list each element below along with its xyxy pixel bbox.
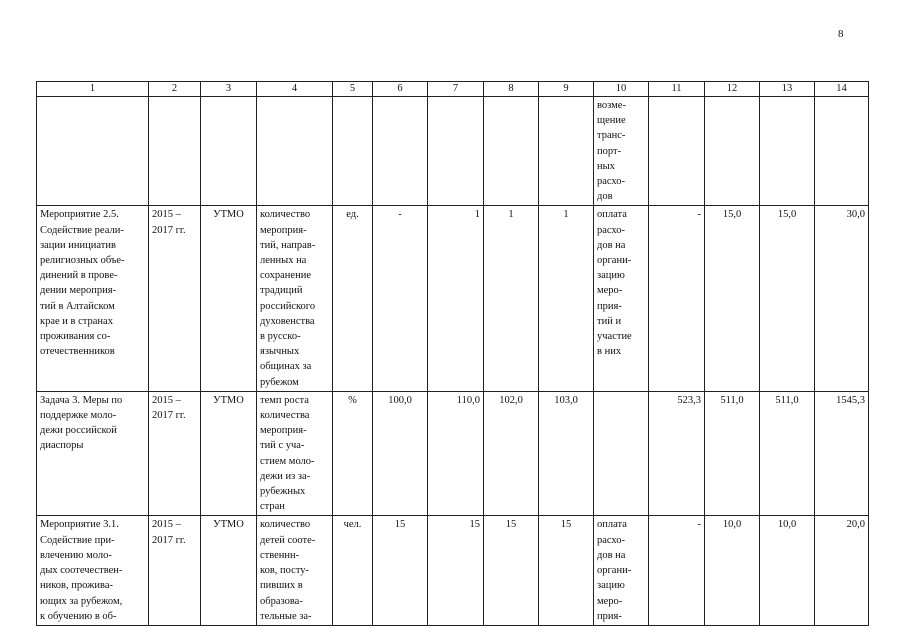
- table-cell-col12: 511,0: [705, 391, 760, 516]
- table-cell-col7: [428, 97, 484, 206]
- cell-text-line: количества: [260, 410, 310, 422]
- cell-text-line: Мероприятие 3.1.: [40, 519, 119, 531]
- cell-text-line: ленных на: [260, 255, 307, 267]
- table-cell-col4: [257, 516, 333, 625]
- cell-text-line: 2017 гг.: [152, 410, 186, 422]
- table-cell-col1: [37, 97, 149, 206]
- cell-text-line: тий в Алтайском: [40, 300, 115, 312]
- table-cell-col5: %: [333, 391, 373, 516]
- cell-text-line: рубежных: [260, 486, 306, 498]
- cell-text-line: сохранение: [260, 270, 311, 282]
- cell-text-line: ющих за рубежом,: [40, 595, 123, 607]
- table-cell-col4: [257, 391, 333, 516]
- table-cell-col3: УТМО: [201, 391, 257, 516]
- table-cell-col5: ед.: [333, 206, 373, 391]
- cell-text-line: тий, направ-: [260, 239, 316, 251]
- table-cell-col8: 102,0: [484, 391, 539, 516]
- header-cell: 8: [484, 82, 539, 97]
- table-cell-col8: 1: [484, 206, 539, 391]
- table-cell-col10: [594, 516, 649, 625]
- table-cell-col8: [484, 97, 539, 206]
- cell-text-line: дежи российской: [40, 425, 117, 437]
- cell-text-line: динений в прове-: [40, 270, 118, 282]
- header-cell: 11: [649, 82, 705, 97]
- cell-text-line: ственнн-: [260, 549, 300, 561]
- table-cell-col10: [594, 97, 649, 206]
- header-cell: 10: [594, 82, 649, 97]
- table-cell-col5: [333, 97, 373, 206]
- cell-text-line: традиций: [260, 285, 303, 297]
- cell-text-line: дов на: [597, 239, 626, 251]
- header-cell: 2: [149, 82, 201, 97]
- table-cell-col5: чел.: [333, 516, 373, 625]
- header-cell: 9: [539, 82, 594, 97]
- header-cell: 4: [257, 82, 333, 97]
- cell-text-line: щение: [597, 115, 626, 127]
- cell-text-line: тий с уча-: [260, 440, 305, 452]
- cell-text-line: пивших в: [260, 580, 303, 592]
- cell-text-line: 2015 –: [152, 519, 181, 531]
- cell-text-line: зацию: [597, 580, 625, 592]
- table-cell-col13: [760, 97, 815, 206]
- cell-text-line: прия-: [597, 610, 622, 622]
- table-cell-col7: 1: [428, 206, 484, 391]
- cell-text-line: крае и в странах: [40, 315, 113, 327]
- cell-text-line: 2015 –: [152, 209, 181, 221]
- table-cell-col12: 15,0: [705, 206, 760, 391]
- header-cell: 3: [201, 82, 257, 97]
- cell-text-line: расхо-: [597, 224, 626, 236]
- table-cell-col4: [257, 206, 333, 391]
- cell-text-line: оплата: [597, 209, 627, 221]
- table-cell-col7: 15: [428, 516, 484, 625]
- table-cell-col13: 15,0: [760, 206, 815, 391]
- header-cell: 6: [373, 82, 428, 97]
- cell-text-line: Задача 3. Меры по: [40, 394, 123, 406]
- cell-text-line: 2015 –: [152, 394, 181, 406]
- cell-text-line: Содействие при-: [40, 534, 115, 546]
- cell-text-line: органи-: [597, 565, 632, 577]
- table-cell-col13: 511,0: [760, 391, 815, 516]
- cell-text-line: духовенства: [260, 315, 315, 327]
- table-cell-col6: -: [373, 206, 428, 391]
- cell-text-line: Мероприятие 2.5.: [40, 209, 119, 221]
- cell-text-line: зации инициатив: [40, 239, 116, 251]
- cell-text-line: возме-: [597, 100, 626, 111]
- table-cell-col9: 103,0: [539, 391, 594, 516]
- cell-text-line: темп роста: [260, 394, 309, 406]
- cell-text-line: транс-: [597, 130, 626, 142]
- cell-text-line: 2017 гг.: [152, 534, 186, 546]
- cell-text-line: порт-: [597, 145, 622, 157]
- cell-text-line: расхо-: [597, 534, 626, 546]
- table-cell-col1: [37, 516, 149, 625]
- cell-text-line: тельные за-: [260, 610, 312, 622]
- cell-text-line: Содействие реали-: [40, 224, 124, 236]
- table-cell-col13: 10,0: [760, 516, 815, 625]
- table-cell-col10: [594, 206, 649, 391]
- cell-text-line: ных: [597, 160, 615, 172]
- table-cell-col2: [149, 391, 201, 516]
- cell-text-line: стран: [260, 501, 285, 513]
- table-cell-col3: УТМО: [201, 206, 257, 391]
- cell-text-line: расхо-: [597, 176, 626, 188]
- cell-text-line: религиозных объе-: [40, 255, 125, 267]
- table-cell-col6: 100,0: [373, 391, 428, 516]
- header-cell: 14: [815, 82, 869, 97]
- table-cell-col12: 10,0: [705, 516, 760, 625]
- cell-text-line: дых соотечествен-: [40, 565, 123, 577]
- header-cell: 13: [760, 82, 815, 97]
- header-cell: 7: [428, 82, 484, 97]
- cell-text-line: образова-: [260, 595, 303, 607]
- table-cell-col9: 1: [539, 206, 594, 391]
- cell-text-line: российского: [260, 300, 316, 312]
- table-cell-col14: 20,0: [815, 516, 869, 625]
- cell-text-line: отечественников: [40, 346, 115, 358]
- table-cell-col14: 1545,3: [815, 391, 869, 516]
- cell-text-line: поддержке моло-: [40, 410, 117, 422]
- cell-text-line: общинах за: [260, 361, 312, 373]
- cell-text-line: меро-: [597, 285, 623, 297]
- cell-text-line: язычных: [260, 346, 300, 358]
- table-cell-col6: [373, 97, 428, 206]
- table-row: [37, 206, 869, 391]
- table-cell-col11: -: [649, 206, 705, 391]
- cell-text-line: ников, прожива-: [40, 580, 113, 592]
- program-activities-table: [36, 81, 869, 626]
- cell-text-line: диаспоры: [40, 440, 84, 452]
- table-cell-col2: [149, 516, 201, 625]
- cell-text-line: дов: [597, 191, 613, 203]
- table-cell-col11: -: [649, 516, 705, 625]
- cell-text-line: прия-: [597, 300, 622, 312]
- table-cell-col8: 15: [484, 516, 539, 625]
- cell-text-line: 2017 гг.: [152, 224, 186, 236]
- cell-text-line: детей соотe-: [260, 534, 316, 546]
- table-row: [37, 391, 869, 516]
- table-cell-col1: [37, 206, 149, 391]
- table-cell-col2: [149, 206, 201, 391]
- cell-text-line: мероприя-: [260, 425, 307, 437]
- cell-text-line: количество: [260, 519, 311, 531]
- cell-text-line: тий и: [597, 315, 622, 327]
- header-cell: 1: [37, 82, 149, 97]
- cell-text-line: участие: [597, 331, 632, 343]
- table-cell-col9: [539, 97, 594, 206]
- table-row: [37, 516, 869, 625]
- cell-text-line: зацию: [597, 270, 625, 282]
- cell-text-line: дежи из за-: [260, 470, 311, 482]
- table-cell-col10: [594, 391, 649, 516]
- cell-text-line: влечению моло-: [40, 549, 112, 561]
- cell-text-line: стием моло-: [260, 455, 315, 467]
- table-cell-col11: 523,3: [649, 391, 705, 516]
- table-cell-col1: [37, 391, 149, 516]
- table-cell-col2: [149, 97, 201, 206]
- table-cell-col9: 15: [539, 516, 594, 625]
- header-row: [37, 82, 869, 97]
- cell-text-line: мероприя-: [260, 224, 307, 236]
- table-cell-col12: [705, 97, 760, 206]
- table-cell-col3: [201, 97, 257, 206]
- cell-text-line: рубежом: [260, 376, 299, 388]
- table-cell-col11: [649, 97, 705, 206]
- table-cell-col14: 30,0: [815, 206, 869, 391]
- header-cell: 12: [705, 82, 760, 97]
- table-cell-col14: [815, 97, 869, 206]
- cell-text-line: органи-: [597, 255, 632, 267]
- cell-text-line: дов на: [597, 549, 626, 561]
- cell-text-line: в русско-: [260, 331, 301, 343]
- table-cell-col4: [257, 97, 333, 206]
- cell-text-line: количество: [260, 209, 311, 221]
- cell-text-line: оплата: [597, 519, 627, 531]
- page-number: 8: [838, 28, 844, 40]
- table-cell-col3: УТМО: [201, 516, 257, 625]
- cell-text-line: проживания со-: [40, 331, 111, 343]
- cell-text-line: дении мероприя-: [40, 285, 117, 297]
- cell-text-line: в них: [597, 346, 622, 358]
- table-cell-col6: 15: [373, 516, 428, 625]
- cell-text-line: ков, посту-: [260, 565, 310, 577]
- cell-text-line: меро-: [597, 595, 623, 607]
- table-row: [37, 97, 869, 206]
- cell-text-line: к обучению в об-: [40, 610, 117, 622]
- header-cell: 5: [333, 82, 373, 97]
- table-cell-col7: 110,0: [428, 391, 484, 516]
